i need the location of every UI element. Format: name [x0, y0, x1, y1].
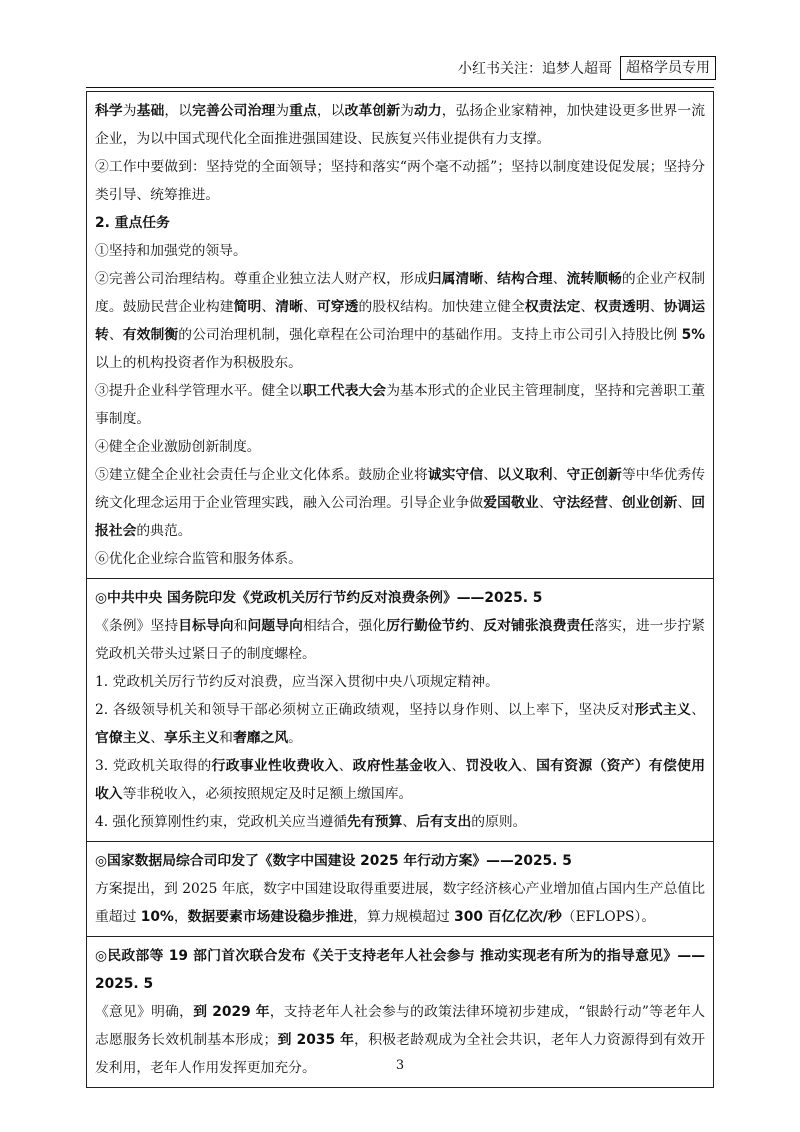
emphasis-text: 享乐主义: [163, 730, 220, 746]
emphasis-text: 后有支出: [416, 814, 472, 830]
task-3: [95, 377, 705, 433]
emphasis-text: 先有预算: [347, 814, 403, 830]
emphasis-text: 动力: [413, 103, 442, 119]
body-text: 、: [303, 299, 317, 315]
body-text: 和: [233, 618, 248, 634]
body-text: 、: [338, 758, 353, 774]
header-label: 小红书关注：追梦人超哥: [458, 61, 612, 77]
body-text: ⑤建立健全企业社会责任与企业文化体系。鼓励企业将: [95, 467, 428, 483]
emphasis-text: 国有资源（资产）有偿使用收入: [95, 758, 706, 802]
task-1: ①坚持和加强党的领导。: [95, 243, 247, 259]
body-text: 以上的机构投资者作为积极股东。: [95, 355, 302, 371]
emphasis-text: 完善公司治理: [192, 103, 276, 119]
task-2: [95, 265, 705, 377]
body-text: 等中华优秀传统文化理念运用于企业管理实践，融入公司治理。引导企业争做: [95, 467, 706, 511]
emphasis-text: 官僚主义: [95, 730, 151, 746]
emphasis-text: 到 2029 年: [193, 1004, 270, 1020]
body-text: 3. 党政机关取得的: [95, 758, 212, 774]
emphasis-text: 归属清晰: [427, 271, 484, 287]
header-rule: [86, 87, 714, 88]
emphasis-text: 协调运转: [95, 299, 706, 343]
emphasis-text: 目标导向: [178, 618, 234, 634]
body-text: 4. 强化预算刚性约束，党政机关应当遵循: [95, 814, 348, 830]
body-text: 为基本形式的企业民主管理制度，坚持和完善职工董事制度。: [95, 383, 706, 427]
body-text: 、: [608, 495, 622, 511]
emphasis-text: 问题导向: [247, 618, 304, 634]
section1-tasks-heading: 2. 重点任务: [95, 215, 170, 231]
section2-item-3: [95, 752, 705, 808]
body-text: ，: [173, 909, 188, 925]
section2-item-2: [95, 696, 705, 752]
section1-work: ②工作中要做到：坚持党的全面领导；坚持和落实“两个毫不动摇”；坚持以制度建设促发展；坚持分类引导、统筹推进。: [95, 159, 705, 203]
emphasis-text: 诚实守信: [427, 467, 484, 483]
section2-title: ◎中共中央 国务院印发《党政机关厉行节约反对浪费条例》——2025. 5: [95, 590, 543, 606]
emphasis-text: 简明: [233, 299, 262, 315]
body-text: ②完善公司治理结构。尊重企业独立法人财产权，形成: [95, 271, 428, 287]
body-text: 《意见》明确，: [95, 1004, 194, 1020]
body-text: 、: [538, 495, 553, 511]
body-text: ，积极老龄观成为全社会共识，老年人力资源得到有效开发利用，老年人作用发挥更加充分。: [95, 1032, 706, 1076]
emphasis-text: 科学: [95, 103, 123, 119]
body-text: 为: [400, 103, 414, 119]
emphasis-text: 守正创新: [566, 467, 622, 483]
emphasis-text: 有效制衡: [122, 327, 179, 343]
emphasis-text: 基础: [136, 103, 165, 119]
body-text: ，算力规模超过: [353, 909, 455, 925]
page-number: 3: [395, 1058, 405, 1073]
emphasis-text: 可穿透: [316, 299, 359, 315]
body-text: 相结合，强化: [303, 618, 387, 634]
body-text: 、: [580, 299, 595, 315]
body-text: 、: [677, 495, 692, 511]
body-text: 、: [402, 814, 417, 830]
body-text: 、: [521, 758, 537, 774]
body-text: ，弘扬企业家精神，加快建设更多世界一流企业，为以中国式现代化全面推进强国建设、民族复兴伟业提供有力支撑。: [95, 103, 706, 147]
emphasis-text: 反对铺张浪费责任: [483, 618, 595, 634]
emphasis-text: 回报社会: [95, 495, 706, 539]
section1-intro: [95, 97, 705, 153]
emphasis-text: 爱国敬业: [483, 495, 539, 511]
task-4: ④健全企业激励创新制度。: [95, 439, 261, 455]
body-text: 、: [150, 730, 164, 746]
emphasis-text: 权责透明: [594, 299, 650, 315]
emphasis-text: 300 百亿亿次/秒: [454, 909, 562, 925]
body-text: ③提升企业科学管理水平。健全以: [95, 383, 303, 399]
emphasis-text: 流转顺畅: [566, 271, 622, 287]
emphasis-text: 数据要素市场建设稳步推进: [187, 909, 354, 925]
body-text: 、: [261, 299, 276, 315]
content-box: [86, 91, 714, 1088]
body-text: 的典范。: [136, 523, 192, 539]
emphasis-text: 清晰: [275, 299, 303, 315]
body-text: ，支持老年人社会参与的政策法律环境初步建成，“银龄行动”等老年人志愿服务长效机制基本形成；: [95, 1004, 706, 1048]
emphasis-text: 到 2035 年: [277, 1032, 355, 1048]
body-text: 、: [108, 327, 123, 343]
body-text: 的公司治理机制，强化章程在公司治理中的基础作用。支持上市公司引入持股比例: [178, 327, 682, 343]
body-text: 、: [483, 271, 498, 287]
body-text: 等非税收入，必须按照规定及时足额上缴国库。: [122, 786, 413, 802]
emphasis-text: 奢靡之风: [232, 730, 289, 746]
body-text: 为: [122, 103, 137, 119]
section4-title: ◎民政部等 19 部门首次联合发布《关于支持老年人社会参与 推动实现老有所为的指导意见》——2025. 5: [95, 948, 705, 992]
emphasis-text: 重点: [289, 103, 317, 119]
body-text: 为: [275, 103, 290, 119]
section-frugality: [87, 579, 713, 842]
section3-title: ◎国家数据局综合司印发了《数字中国建设 2025 年行动方案》——2025. 5: [95, 853, 572, 869]
emphasis-text: 守法经营: [552, 495, 609, 511]
section2-item-4: [95, 808, 705, 836]
emphasis-text: 厉行勤俭节约: [386, 618, 470, 634]
task-5: [95, 461, 705, 545]
body-text: 。: [288, 730, 302, 746]
body-text: （EFLOPS）。: [561, 909, 656, 925]
header-tag: 超格学员专用: [620, 56, 716, 80]
body-text: 、: [469, 618, 484, 634]
section-enterprise: [87, 92, 713, 579]
emphasis-text: 权责法定: [524, 299, 581, 315]
body-text: 方案提出，到 2025 年底，数字中国建设取得重要进展，数字经济核心产业增加值占国内生产总值比重超过: [95, 881, 705, 925]
body-text: 2. 各级领导机关和领导干部必须树立正确政绩观，坚持以身作则、以上率下，坚决反对: [95, 702, 635, 718]
body-text: 的企业产权制度。鼓励民营企业构建: [95, 271, 706, 315]
page-header: [458, 56, 716, 80]
emphasis-text: 10%: [140, 909, 174, 925]
emphasis-text: 形式主义: [634, 702, 692, 718]
emphasis-text: 政府性基金收入: [352, 758, 452, 774]
emphasis-text: 行政事业性收费收入: [211, 758, 339, 774]
emphasis-text: 职工代表大会: [302, 383, 387, 399]
section3-body: [95, 875, 705, 931]
body-text: 、: [483, 467, 498, 483]
section-digital-china: [87, 842, 713, 937]
body-text: 落实，进一步拧紧党政机关带头过紧日子的制度螺栓。: [95, 618, 706, 662]
section2-intro: [95, 612, 705, 668]
body-text: ，以: [164, 103, 193, 119]
emphasis-text: 罚没收入: [465, 758, 522, 774]
body-text: 、: [552, 467, 567, 483]
emphasis-text: 结构合理: [497, 271, 553, 287]
body-text: 的股权结构。加快建立健全: [358, 299, 525, 315]
emphasis-text: 5%: [681, 327, 706, 343]
body-text: 、: [691, 702, 705, 718]
emphasis-text: 以义取利: [497, 467, 553, 483]
body-text: 、: [552, 271, 567, 287]
section2-item-1: 1. 党政机关厉行节约反对浪费，应当深入贯彻中央八项规定精神。: [95, 674, 499, 690]
body-text: ，以: [316, 103, 345, 119]
emphasis-text: 创业创新: [621, 495, 678, 511]
task-6: ⑥优化企业综合监管和服务体系。: [95, 551, 302, 567]
emphasis-text: 改革创新: [344, 103, 401, 119]
body-text: 、: [451, 758, 466, 774]
body-text: 的原则。: [471, 814, 527, 830]
body-text: 《条例》坚持: [95, 618, 179, 634]
body-text: 、: [649, 299, 664, 315]
body-text: 和: [219, 730, 233, 746]
